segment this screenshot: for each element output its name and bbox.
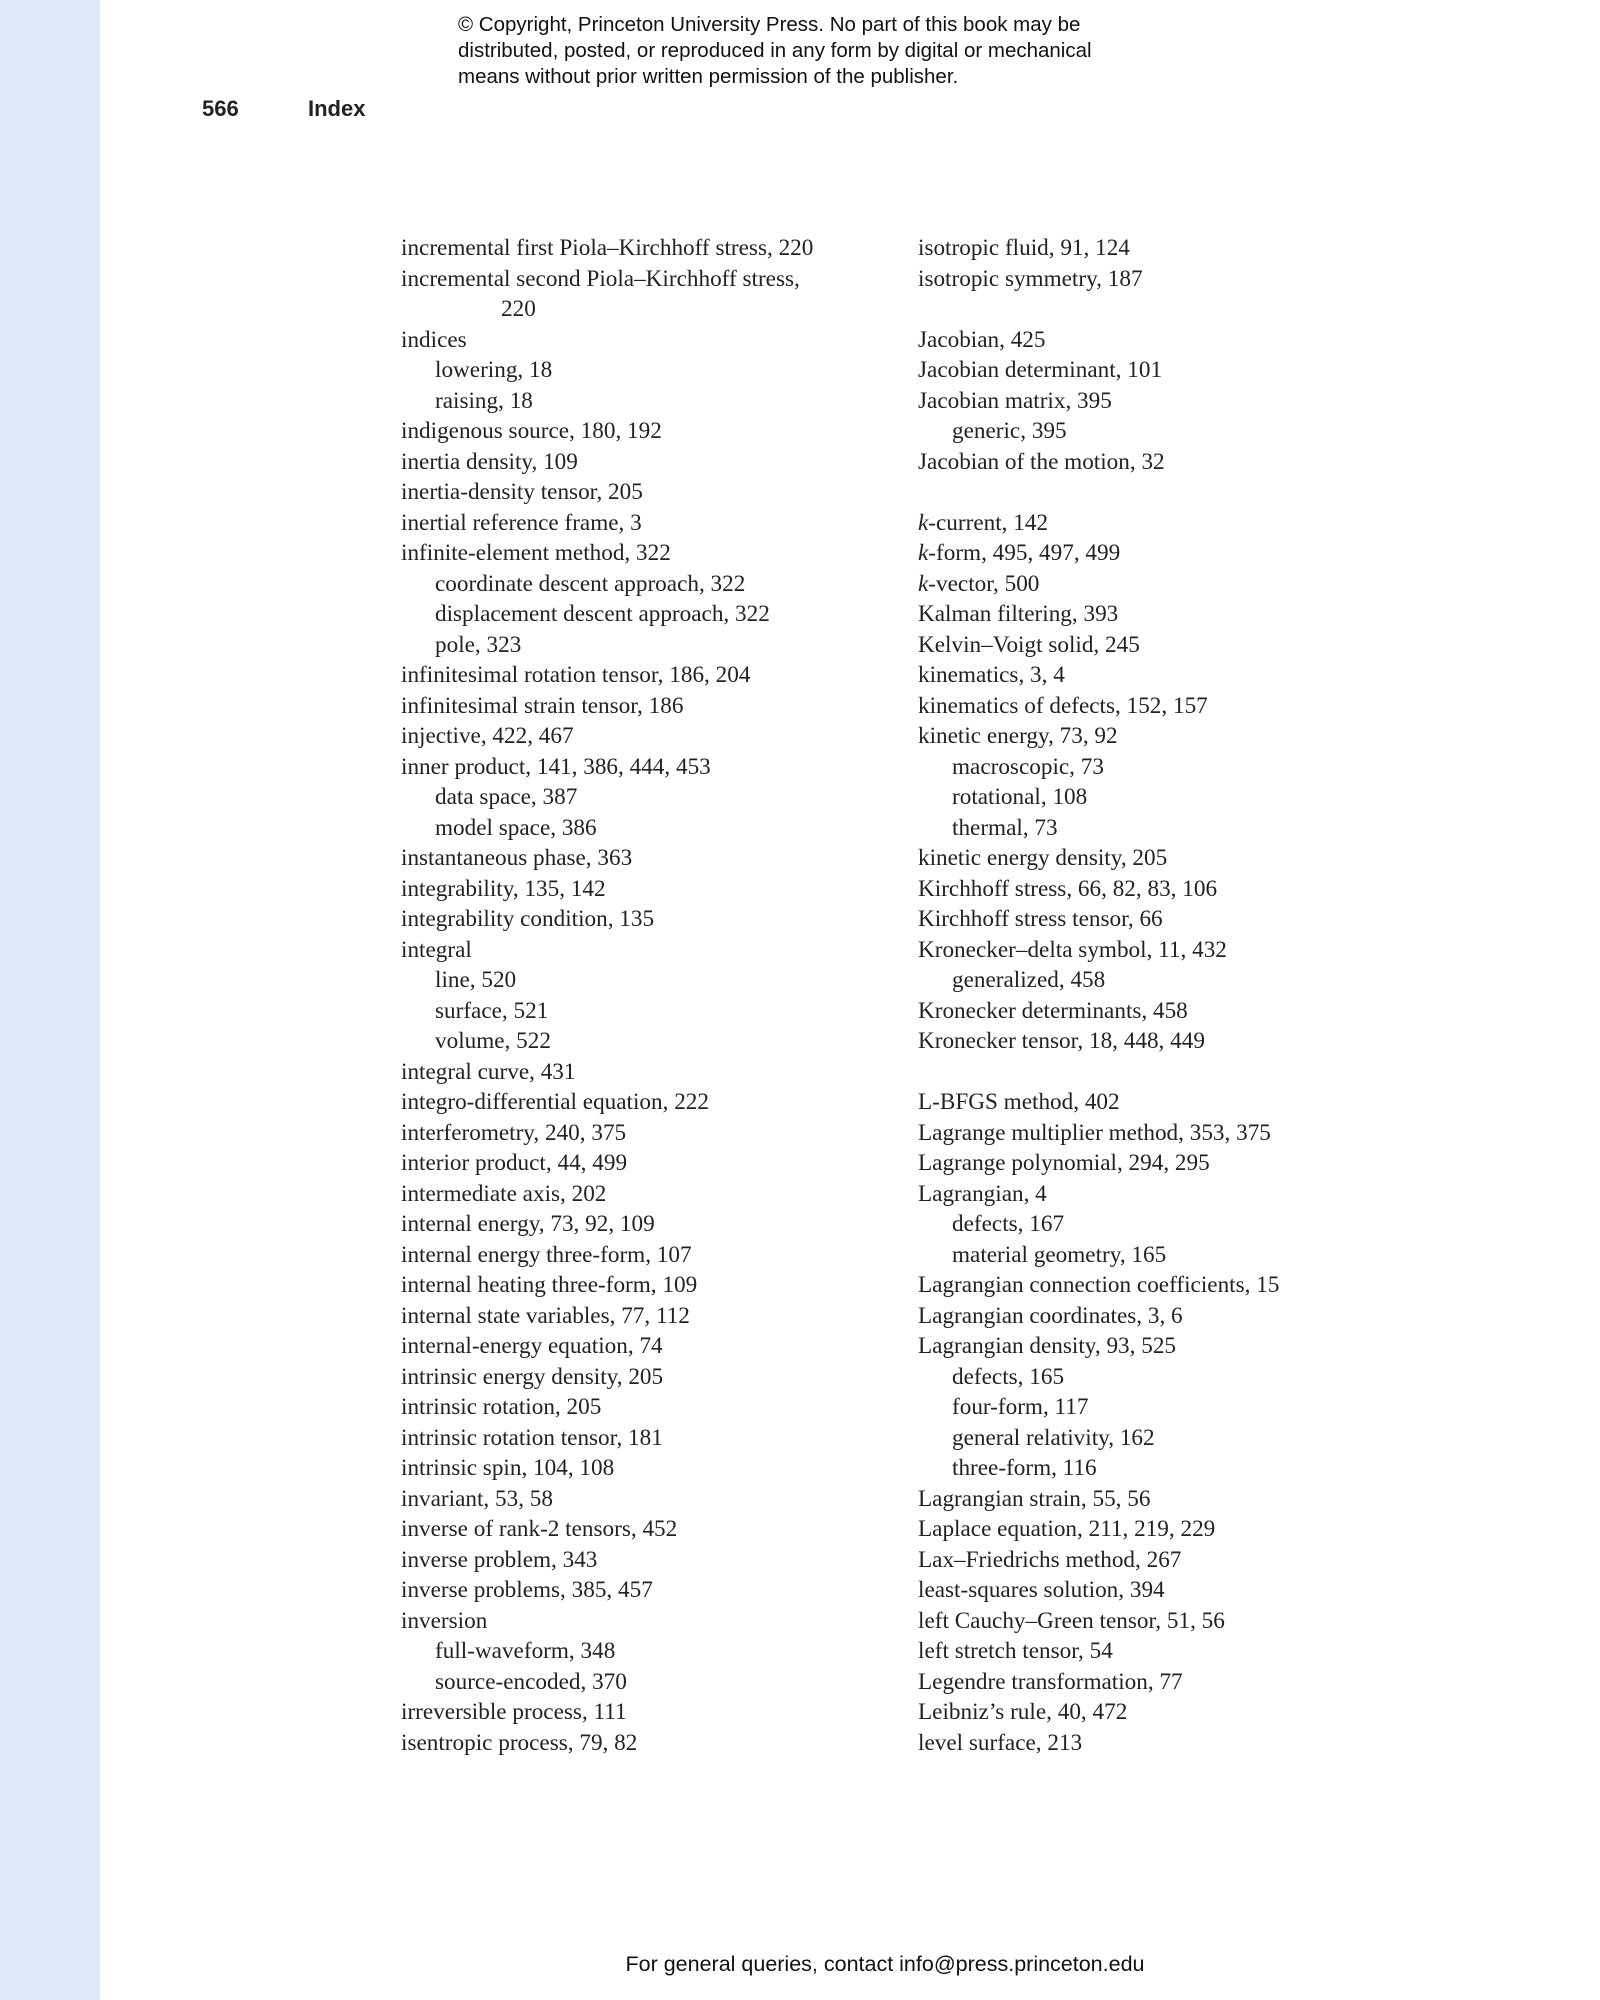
index-entry-text: intermediate axis, 202 xyxy=(401,1180,607,1207)
left-margin-band xyxy=(0,0,100,2000)
index-entry-text: interferometry, 240, 375 xyxy=(401,1119,627,1146)
index-entry-continuation xyxy=(401,294,901,325)
index-entry-text: intrinsic spin, 104, 108 xyxy=(401,1455,615,1481)
index-entry xyxy=(918,1148,1418,1179)
index-entry xyxy=(918,721,1418,752)
index-subentry xyxy=(401,355,901,386)
index-entry xyxy=(918,538,1418,569)
index-entry xyxy=(401,874,901,905)
index-entry xyxy=(401,1240,901,1271)
letter-group-gap xyxy=(918,294,1418,325)
index-entry-text: inertia-density tensor, 205 xyxy=(401,479,643,505)
index-entry xyxy=(918,935,1418,966)
index-entry-text: intrinsic rotation tensor, 181 xyxy=(401,1424,663,1451)
index-entry xyxy=(918,1545,1418,1576)
index-entry-text: defects, 167 xyxy=(952,1211,1065,1237)
index-entry-italic: k xyxy=(918,570,929,597)
index-entry xyxy=(401,660,901,691)
index-entry-text: internal energy, 73, 92, 109 xyxy=(401,1211,655,1237)
index-entry xyxy=(401,935,901,966)
index-entry xyxy=(918,843,1418,874)
index-subentry xyxy=(918,1423,1418,1454)
index-entry-text: Lagrangian density, 93, 525 xyxy=(918,1333,1177,1359)
index-entry-text: irreversible process, 111 xyxy=(401,1699,627,1725)
index-entry xyxy=(918,1118,1418,1149)
index-entry xyxy=(401,752,901,783)
index-entry xyxy=(401,1362,901,1393)
index-entry-text: least-squares solution, 394 xyxy=(918,1577,1165,1603)
index-entry xyxy=(401,1484,901,1515)
index-entry-text: kinematics, 3, 4 xyxy=(918,662,1065,688)
index-entry-text: model space, 386 xyxy=(435,814,597,841)
index-subentry xyxy=(918,782,1418,813)
index-entry xyxy=(401,721,901,752)
index-entry-text: Leibniz’s rule, 40, 472 xyxy=(918,1699,1128,1725)
index-entry-text: injective, 422, 467 xyxy=(401,723,574,749)
index-entry-text: inertial reference frame, 3 xyxy=(401,509,642,536)
index-entry-text: internal-energy equation, 74 xyxy=(401,1333,663,1359)
index-entry-text: Kelvin–Voigt solid, 245 xyxy=(918,631,1140,658)
index-entry xyxy=(918,1606,1418,1637)
index-entry xyxy=(401,1545,901,1576)
index-entry xyxy=(401,1057,901,1088)
index-entry xyxy=(401,1697,901,1728)
index-entry-text: Lagrange multiplier method, 353, 375 xyxy=(918,1119,1271,1146)
running-head: Index xyxy=(308,96,366,121)
index-entry-text: data space, 387 xyxy=(435,784,578,810)
index-entry xyxy=(918,1667,1418,1698)
index-entry xyxy=(401,843,901,874)
index-entry xyxy=(918,325,1418,356)
index-entry-text: displacement descent approach, 322 xyxy=(435,601,770,627)
index-subentry xyxy=(918,813,1418,844)
index-entry-text: volume, 522 xyxy=(435,1028,551,1054)
footer-contact: For general queries, contact info@press.princeton.edu xyxy=(625,1952,1145,1976)
copyright-notice xyxy=(458,12,1178,90)
index-entry xyxy=(918,233,1418,264)
index-entry xyxy=(401,1392,901,1423)
index-entry-text: integro-differential equation, 222 xyxy=(401,1089,709,1115)
index-column-right xyxy=(918,233,1418,1758)
index-entry-text: Kalman filtering, 393 xyxy=(918,601,1119,627)
index-entry xyxy=(918,508,1418,539)
index-entry-text: kinetic energy, 73, 92 xyxy=(918,723,1118,749)
index-entry-text: kinematics of defects, 152, 157 xyxy=(918,692,1208,719)
index-column-left xyxy=(401,233,901,1758)
index-subentry xyxy=(401,599,901,630)
index-entry xyxy=(918,1301,1418,1332)
index-entry-text: L-BFGS method, 402 xyxy=(918,1089,1120,1115)
index-entry xyxy=(918,1728,1418,1759)
index-subentry xyxy=(401,386,901,417)
index-entry-text: Jacobian matrix, 395 xyxy=(918,387,1112,414)
index-entry xyxy=(918,355,1418,386)
index-entry-text: -form, 495, 497, 499 xyxy=(928,540,1121,566)
index-entry-text: internal energy three-form, 107 xyxy=(401,1241,692,1268)
index-entry-text: three-form, 116 xyxy=(952,1455,1097,1481)
index-entry-text: Kronecker–delta symbol, 11, 432 xyxy=(918,936,1227,963)
index-entry xyxy=(401,538,901,569)
index-entry-text: source-encoded, 370 xyxy=(435,1668,627,1695)
index-entry xyxy=(918,1514,1418,1545)
index-entry xyxy=(401,1118,901,1149)
index-entry-italic: k xyxy=(918,540,929,566)
index-entry xyxy=(401,264,901,295)
index-entry-text: Lagrangian strain, 55, 56 xyxy=(918,1485,1151,1512)
index-entry xyxy=(401,1209,901,1240)
index-entry xyxy=(918,1026,1418,1057)
index-entry xyxy=(918,660,1418,691)
index-entry xyxy=(401,477,901,508)
index-entry-text: four-form, 117 xyxy=(952,1394,1089,1420)
index-subentry xyxy=(918,416,1418,447)
index-entry-text: pole, 323 xyxy=(435,631,522,658)
index-entry xyxy=(918,569,1418,600)
index-entry-text: rotational, 108 xyxy=(952,784,1088,810)
index-entry-text: Lax–Friedrichs method, 267 xyxy=(918,1546,1182,1573)
index-entry-text: Legendre transformation, 77 xyxy=(918,1668,1183,1695)
index-entry xyxy=(401,1514,901,1545)
index-entry xyxy=(401,1087,901,1118)
index-entry-text: -current, 142 xyxy=(928,509,1049,536)
index-entry-text: internal heating three-form, 109 xyxy=(401,1272,698,1298)
index-entry-text: isotropic symmetry, 187 xyxy=(918,265,1143,292)
index-entry xyxy=(401,1606,901,1637)
index-subentry xyxy=(918,1362,1418,1393)
index-entry-italic: k xyxy=(918,509,929,536)
index-entry-text: Lagrangian, 4 xyxy=(918,1180,1047,1207)
index-entry xyxy=(401,1575,901,1606)
index-entry xyxy=(918,264,1418,295)
index-subentry xyxy=(918,1240,1418,1271)
index-entry xyxy=(401,325,901,356)
index-entry-text: integrability, 135, 142 xyxy=(401,875,606,902)
index-subentry xyxy=(401,569,901,600)
index-entry xyxy=(401,1423,901,1454)
copyright-line: means without prior written permission of the publisher. xyxy=(458,65,959,88)
index-entry xyxy=(918,1697,1418,1728)
index-subentry xyxy=(401,1667,901,1698)
index-subentry xyxy=(401,782,901,813)
index-entry-text: Laplace equation, 211, 219, 229 xyxy=(918,1516,1216,1542)
index-entry-text: Kronecker tensor, 18, 448, 449 xyxy=(918,1028,1205,1054)
index-entry xyxy=(918,1575,1418,1606)
index-subentry xyxy=(918,752,1418,783)
index-subentry xyxy=(918,965,1418,996)
index-entry-text: surface, 521 xyxy=(435,997,549,1024)
index-subentry xyxy=(918,1453,1418,1484)
index-entry-text: Jacobian determinant, 101 xyxy=(918,357,1163,383)
index-entry-text: Kirchhoff stress, 66, 82, 83, 106 xyxy=(918,875,1218,902)
index-entry xyxy=(401,447,901,478)
index-entry-text: invariant, 53, 58 xyxy=(401,1485,553,1512)
index-entry-text: defects, 165 xyxy=(952,1363,1065,1390)
index-entry-text: generic, 395 xyxy=(952,418,1067,444)
page-number: 566 xyxy=(202,96,239,121)
index-entry xyxy=(918,1331,1418,1362)
index-entry xyxy=(401,1728,901,1759)
index-entry xyxy=(401,1179,901,1210)
index-entry-text: incremental second Piola–Kirchhoff stress, xyxy=(401,265,800,292)
index-entry-text: macroscopic, 73 xyxy=(952,753,1104,780)
index-entry xyxy=(918,874,1418,905)
index-entry-text: integrability condition, 135 xyxy=(401,906,655,932)
index-entry xyxy=(401,416,901,447)
index-entry-text: inverse problem, 343 xyxy=(401,1546,598,1573)
index-subentry xyxy=(401,630,901,661)
letter-group-gap xyxy=(918,1057,1418,1088)
index-entry-text: left stretch tensor, 54 xyxy=(918,1638,1113,1664)
index-entry-text: isotropic fluid, 91, 124 xyxy=(918,235,1130,261)
index-entry-text: intrinsic energy density, 205 xyxy=(401,1363,664,1390)
index-entry xyxy=(401,1453,901,1484)
index-entry-text: infinitesimal rotation tensor, 186, 204 xyxy=(401,662,751,688)
index-entry-text: indigenous source, 180, 192 xyxy=(401,418,662,444)
index-entry xyxy=(401,1270,901,1301)
index-entry-text: incremental first Piola–Kirchhoff stress, 220 xyxy=(401,235,814,261)
index-entry-text: interior product, 44, 499 xyxy=(401,1150,628,1176)
index-entry-text: inner product, 141, 386, 444, 453 xyxy=(401,753,711,780)
index-subentry xyxy=(401,813,901,844)
index-entry-text: level surface, 213 xyxy=(918,1729,1083,1756)
index-entry-text: inverse of rank-2 tensors, 452 xyxy=(401,1516,678,1542)
index-entry xyxy=(918,1636,1418,1667)
index-entry-text: raising, 18 xyxy=(435,387,533,414)
index-subentry xyxy=(401,965,901,996)
index-entry-text: infinitesimal strain tensor, 186 xyxy=(401,692,684,719)
index-entry-text: line, 520 xyxy=(435,967,517,993)
index-entry xyxy=(401,233,901,264)
index-entry xyxy=(918,599,1418,630)
index-entry-text: integral curve, 431 xyxy=(401,1058,576,1085)
index-entry xyxy=(918,996,1418,1027)
index-entry xyxy=(401,691,901,722)
index-entry xyxy=(918,1179,1418,1210)
index-entry xyxy=(401,904,901,935)
index-entry xyxy=(918,386,1418,417)
letter-group-gap xyxy=(918,477,1418,508)
index-entry-text: -vector, 500 xyxy=(928,570,1040,597)
index-entry xyxy=(401,1148,901,1179)
index-entry-text: indices xyxy=(401,326,467,353)
index-entry-text: 220 xyxy=(501,296,536,322)
index-entry-text: coordinate descent approach, 322 xyxy=(435,570,746,597)
copyright-line: © Copyright, Princeton University Press. No part of this book may be xyxy=(458,13,1081,36)
copyright-line: distributed, posted, or reproduced in any form by digital or mechanical xyxy=(458,39,1092,62)
index-entry-text: thermal, 73 xyxy=(952,814,1058,841)
index-entry xyxy=(401,1301,901,1332)
index-entry xyxy=(918,904,1418,935)
index-entry-text: left Cauchy–Green tensor, 51, 56 xyxy=(918,1607,1225,1634)
index-entry-text: Kronecker determinants, 458 xyxy=(918,997,1188,1024)
index-entry xyxy=(918,691,1418,722)
index-entry xyxy=(918,1087,1418,1118)
index-entry-text: infinite-element method, 322 xyxy=(401,540,671,566)
index-entry xyxy=(401,1331,901,1362)
index-subentry xyxy=(918,1209,1418,1240)
index-entry-text: Lagrangian connection coefficients, 15 xyxy=(918,1272,1280,1298)
index-entry xyxy=(918,630,1418,661)
footer xyxy=(0,1952,1600,1977)
index-entry-text: Lagrangian coordinates, 3, 6 xyxy=(918,1302,1183,1329)
index-entry-text: internal state variables, 77, 112 xyxy=(401,1302,690,1329)
index-entry-text: Jacobian, 425 xyxy=(918,326,1046,353)
index-entry-text: instantaneous phase, 363 xyxy=(401,845,633,871)
index-entry-text: intrinsic rotation, 205 xyxy=(401,1394,602,1420)
index-entry-text: inversion xyxy=(401,1607,488,1634)
index-entry-text: inertia density, 109 xyxy=(401,448,578,475)
index-entry-text: inverse problems, 385, 457 xyxy=(401,1577,653,1603)
index-subentry xyxy=(401,1026,901,1057)
index-entry xyxy=(401,508,901,539)
index-entry-text: lowering, 18 xyxy=(435,357,553,383)
index-entry-text: integral xyxy=(401,936,472,963)
index-subentry xyxy=(401,996,901,1027)
index-entry xyxy=(918,447,1418,478)
index-entry-text: kinetic energy density, 205 xyxy=(918,845,1168,871)
index-entry-text: general relativity, 162 xyxy=(952,1424,1155,1451)
index-entry xyxy=(918,1484,1418,1515)
index-entry-text: material geometry, 165 xyxy=(952,1241,1167,1268)
index-entry-text: full-waveform, 348 xyxy=(435,1638,616,1664)
index-entry-text: Lagrange polynomial, 294, 295 xyxy=(918,1150,1210,1176)
index-entry-text: generalized, 458 xyxy=(952,967,1106,993)
index-subentry xyxy=(401,1636,901,1667)
index-entry-text: Jacobian of the motion, 32 xyxy=(918,448,1165,475)
index-entry-text: Kirchhoff stress tensor, 66 xyxy=(918,906,1163,932)
index-entry xyxy=(918,1270,1418,1301)
index-subentry xyxy=(918,1392,1418,1423)
index-entry-text: isentropic process, 79, 82 xyxy=(401,1729,638,1756)
